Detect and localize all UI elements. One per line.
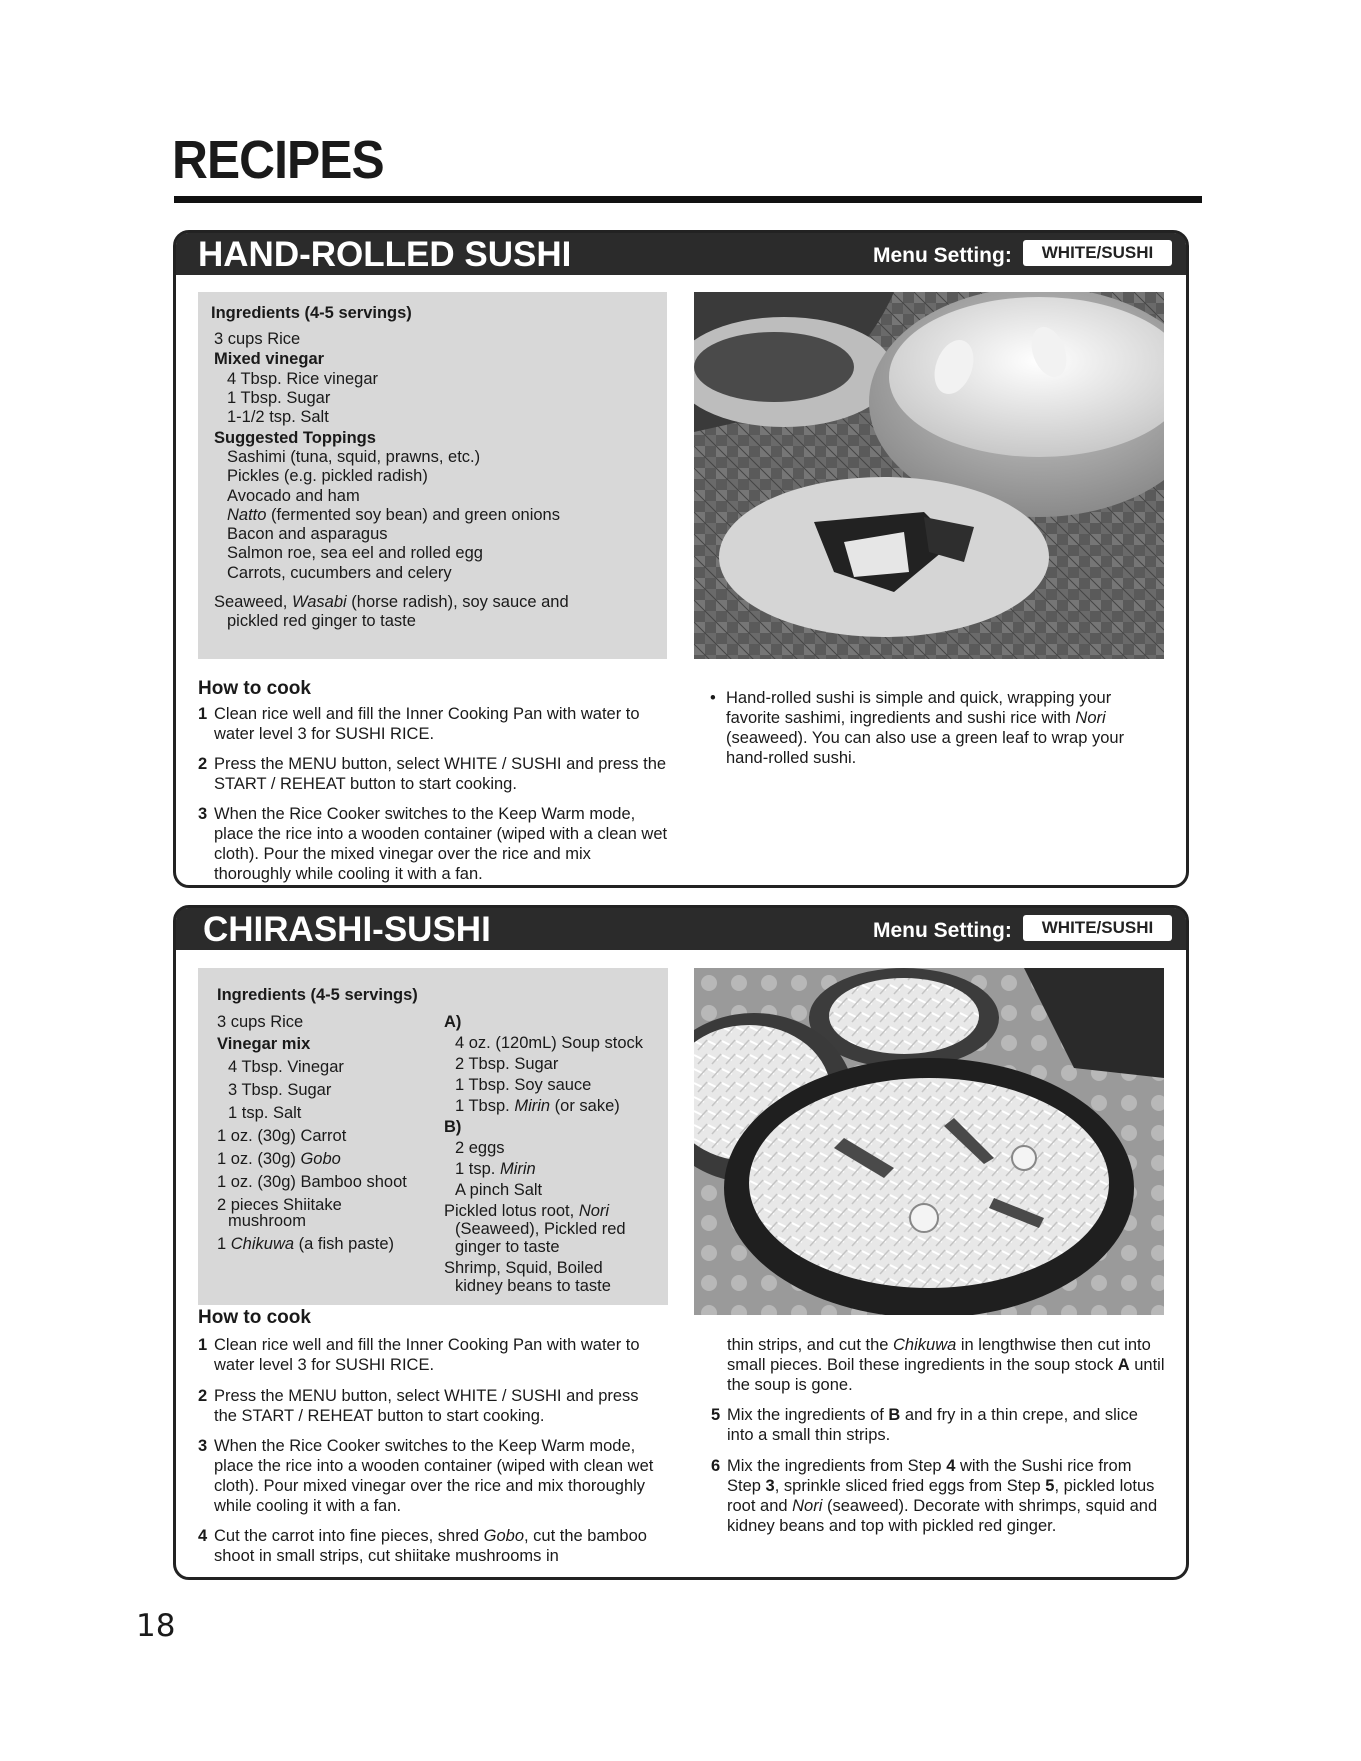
text: (a fish paste) [294,1235,395,1253]
text: 1 Tbsp. [455,1097,515,1115]
italic-term: Chikuwa [893,1336,957,1354]
ingredient-line [214,592,569,612]
chirashi-photo-illustration [694,968,1164,1315]
ingredient-line: 1 oz. (30g) Carrot [217,1127,347,1145]
ingredient-line: 4 Tbsp. Vinegar [228,1058,344,1076]
ingredient-subheading: Vinegar mix [217,1035,311,1053]
chirashi-sushi-photo [694,968,1164,1315]
text: with the Sushi rice from Step [727,1457,1132,1495]
cooking-step [711,1405,1161,1445]
page-title: RECIPES [172,130,384,190]
step-text: Press the MENU button, select WHITE / SUSHI and press the START / REHEAT button to start cooking. [214,1387,639,1425]
ingredients-box [198,968,668,1305]
text: , cut the bamboo shoot in small strips, cut shiitake mushrooms in [214,1527,647,1565]
ingredient-line: mushroom [228,1212,306,1230]
cooking-step [198,704,668,744]
step-number: 6 [711,1457,721,1475]
step-number: 5 [711,1406,721,1424]
text: (or sake) [550,1097,620,1115]
italic-term: Mirin [499,1160,536,1178]
text: Mix the ingredients from Step [727,1457,947,1475]
step-text [727,1335,1177,1395]
text: Mix the ingredients of [727,1406,889,1424]
step-text [711,1456,1161,1536]
ingredient-line: 2 Tbsp. Sugar [455,1055,559,1073]
step-number: 1 [198,705,208,723]
recipe-chirashi-sushi [173,905,1189,1580]
cooking-step [198,1526,653,1566]
ingredients-box [198,292,667,659]
text: Hand-rolled sushi is simple and quick, wrapping your favorite sashimi, ingredients and sushi rice with [726,689,1112,727]
text: (fermented soy bean) and green onions [266,506,560,524]
cooking-step [198,754,683,794]
ingredient-line: Salmon roe, sea eel and rolled egg [227,544,483,562]
text: (seaweed). Decorate with shrimps, squid and kidney beans and top with pickled red ginger. [727,1497,1158,1535]
ingredient-line: 1 Tbsp. Sugar [227,389,331,407]
text: (horse radish), soy sauce and [346,593,569,611]
bold-term: 3 [765,1477,775,1495]
text: in lengthwise then cut into small pieces. Boil these ingredients in the soup stock [727,1336,1151,1374]
note-text [710,688,1150,768]
ingredient-line: Sashimi (tuna, squid, prawns, etc.) [227,448,481,466]
text: 1 tsp. [455,1160,500,1178]
ingredient-line: 2 pieces Shiitake [217,1196,342,1214]
ingredient-line: 1 oz. (30g) Bamboo shoot [217,1173,407,1191]
recipe-header [176,908,1186,950]
italic-term: Gobo [483,1527,525,1545]
recipe-header [176,233,1186,275]
ingredient-line: Bacon and asparagus [227,525,388,543]
ingredient-subheading: B) [444,1118,462,1136]
bold-term: 4 [946,1457,956,1475]
step-text: Clean rice well and fill the Inner Cooking Pan with water to water level 3 for SUSHI RICE. [214,705,640,743]
step-text [198,1526,653,1566]
recipe-title: HAND-ROLLED SUSHI [198,235,572,274]
ingredient-line: 3 Tbsp. Sugar [228,1081,332,1099]
step-text: Press the MENU button, select WHITE / SUSHI and press the START / REHEAT button to start cooking. [214,755,667,793]
ingredient-line [227,505,560,525]
how-to-cook-heading: How to cook [198,678,311,699]
text: until the soup is gone. [727,1356,1165,1394]
ingredient-line: ginger to taste [455,1238,560,1256]
ingredient-line [217,1149,341,1169]
page-number: 18 [136,1608,176,1644]
step-number: 2 [198,1387,208,1405]
step-number: 2 [198,755,208,773]
how-to-cook-heading: How to cook [198,1307,311,1328]
title-rule [174,196,1202,203]
italic-term: Mirin [514,1097,551,1115]
cooking-step [711,1456,1161,1536]
text: Pickled lotus root, [444,1202,579,1220]
ingredients-heading: Ingredients (4-5 servings) [217,986,418,1004]
ingredient-line: 1 Tbsp. Soy sauce [455,1076,592,1094]
menu-setting-label: Menu Setting: [873,919,1012,942]
menu-setting-label: Menu Setting: [873,244,1012,267]
bold-term: A [1117,1356,1130,1374]
cooking-step [198,804,668,884]
ingredient-line: Shrimp, Squid, Boiled [444,1259,603,1277]
menu-setting-badge: WHITE/SUSHI [1023,915,1172,941]
ingredient-line: Carrots, cucumbers and celery [227,564,452,582]
ingredient-line: Avocado and ham [227,487,360,505]
ingredient-line: Pickles (e.g. pickled radish) [227,467,428,485]
ingredient-line: 1 tsp. Salt [228,1104,302,1122]
italic-term: Nori [578,1202,610,1220]
text: 1 oz. (30g) [217,1150,301,1168]
recipe-hand-rolled-sushi [173,230,1189,888]
tip-note [710,688,1150,768]
step-4-continued [727,1335,1177,1395]
recipe-title: CHIRASHI-SUSHI [203,910,491,949]
ingredient-line: 4 oz. (120mL) Soup stock [455,1034,644,1052]
step-number: 3 [198,805,208,823]
ingredient-line: 3 cups Rice [217,1013,304,1031]
step-text: Clean rice well and fill the Inner Cooking Pan with water to water level 3 for SUSHI RICE. [214,1336,640,1374]
italic-term: Nori [792,1497,823,1515]
ingredient-line: 1-1/2 tsp. Salt [227,408,329,426]
ingredient-line: 4 Tbsp. Rice vinegar [227,370,379,388]
italic-term: Nori [1075,709,1106,727]
cooking-step [198,1386,648,1426]
text: Seaweed, [214,593,292,611]
bullet-icon: • [710,689,716,707]
text: 1 [217,1235,231,1253]
step-text: When the Rice Cooker switches to the Keep Warm mode, place the rice into a wooden container (wiped with clean wet cloth). Pour mixed vinegar over the rice and mix thoroughly while cooling it with a fan. [214,1437,654,1515]
ingredient-subheading: Mixed vinegar [214,350,325,368]
text: and fry in a thin crepe, and slice into a small thin strips. [727,1406,1138,1444]
ingredient-subheading: Suggested Toppings [214,429,376,447]
bold-term: 5 [1045,1477,1055,1495]
ingredient-subheading: A) [444,1013,462,1031]
text: , pickled lotus root and [727,1477,1155,1515]
text: Cut the carrot into fine pieces, shred [214,1527,484,1545]
menu-setting-badge: WHITE/SUSHI [1023,240,1172,266]
step-text [711,1405,1161,1445]
ingredient-line [444,1201,609,1221]
cooking-step [198,1436,663,1516]
italic-term: Gobo [300,1150,341,1168]
step-number: 4 [198,1527,208,1545]
italic-term: Chikuwa [230,1235,295,1253]
text: (seaweed). You can also use a green leaf to wrap your hand-rolled sushi. [726,729,1125,767]
bold-term: B [888,1406,901,1424]
step-number: 3 [198,1437,208,1455]
cooking-step [198,1335,648,1375]
ingredient-line: pickled red ginger to taste [227,612,416,630]
ingredient-line: kidney beans to taste [455,1277,611,1295]
ingredient-line: (Seaweed), Pickled red [455,1220,626,1238]
ingredient-line: 2 eggs [455,1139,505,1157]
sushi-photo-illustration [694,292,1164,659]
step-text: When the Rice Cooker switches to the Keep Warm mode, place the rice into a wooden container (wiped with a clean wet cloth). Pour the mixed vinegar over the rice and mix thoroughly while cooling it with a fan. [214,805,668,883]
ingredient-line: A pinch Salt [455,1181,543,1199]
step-number: 1 [198,1336,208,1354]
italic-term: Wasabi [291,593,347,611]
text: , sprinkle sliced fried eggs from Step [774,1477,1046,1495]
ingredient-line [455,1096,620,1116]
ingredient-line [455,1159,536,1179]
hand-rolled-sushi-photo [694,292,1164,659]
italic-term: Natto [227,506,267,524]
ingredients-heading: Ingredients (4-5 servings) [211,304,412,322]
ingredient-line [217,1234,394,1254]
ingredient-line: 3 cups Rice [214,330,301,348]
text: thin strips, and cut the [727,1336,894,1354]
